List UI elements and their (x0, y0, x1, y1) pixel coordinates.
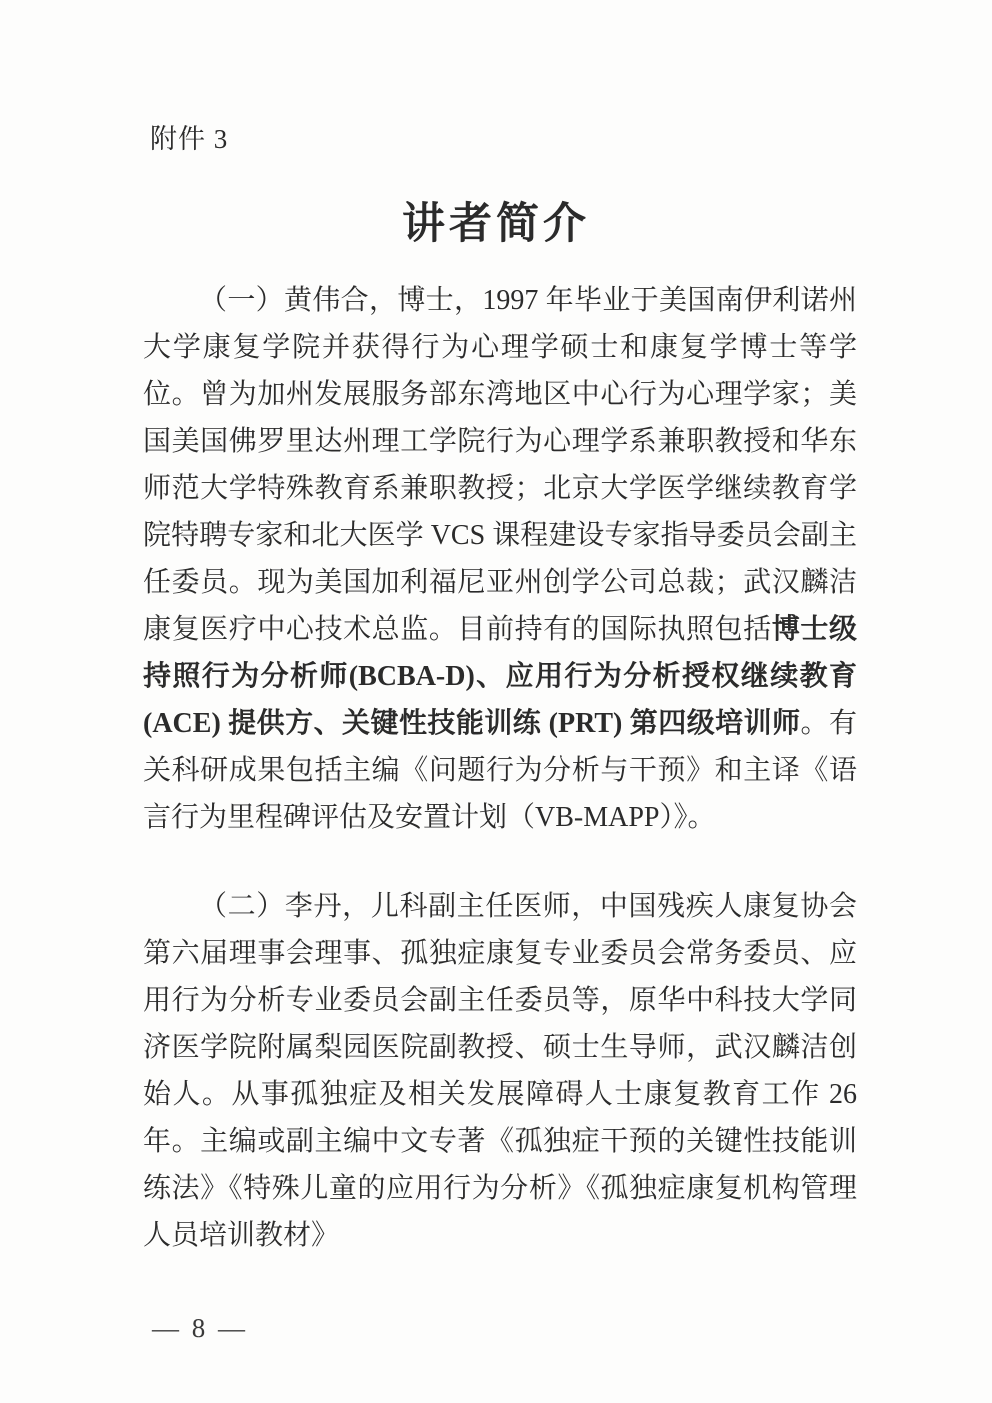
paragraph-speaker-1 (143, 277, 857, 841)
attachment-label: 附件 3 (150, 124, 229, 154)
page-title: 讲者简介 (402, 200, 590, 248)
document-body (143, 277, 857, 1259)
paragraph-2-run-regular: （二）李丹，儿科副主任医师，中国残疾人康复协会第六届理事会理事、孤独症康复专业委员会常务委员、应用行为分析专业委员会副主任委员等，原华中科技大学同济医学院附属梨园医院副教授、硕士生导师，武汉麟洁创始人。从事孤独症及相关发展障碍人士康复教育工作 26 年。主编或副主编中文专著《孤独症干预的关键性技能训练法》《特殊儿童的应用行为分析》《孤独症康复机构管理人员培训教材》 (143, 891, 857, 1251)
paragraph-1-run-regular-1: （一）黄伟合，博士，1997 年毕业于美国南伊利诺州大学康复学院并获得行为心理学硕士和康复学博士等学位。曾为加州发展服务部东湾地区中心行为心理学家；美国美国佛罗里达州理工学院行为心理学系兼职教授和华东师范大学特殊教育系兼职教授；北京大学医学继续教育学院特聘专家和北大医学 VCS 课程建设专家指导委员会副主任委员。现为美国加利福尼亚州创学公司总裁；武汉麟洁康复医疗中心技术总监。目前持有的国际执照包括 (143, 285, 857, 645)
paragraph-speaker-2 (143, 883, 857, 1259)
page-number: — 8 — (152, 1313, 248, 1343)
paragraph-1-run-regular-2: 。有关科研成果包括主编《问题行为分析与干预》和主译《语言行为里程碑评估及安置计划（VB-MAPP）》。 (143, 708, 857, 833)
paragraph-1-run-bold: 博士级持照行为分析师(BCBA-D)、应用行为分析授权继续教育 (ACE) 提供方、关键性技能训练 (PRT) 第四级培训师 (143, 614, 857, 739)
